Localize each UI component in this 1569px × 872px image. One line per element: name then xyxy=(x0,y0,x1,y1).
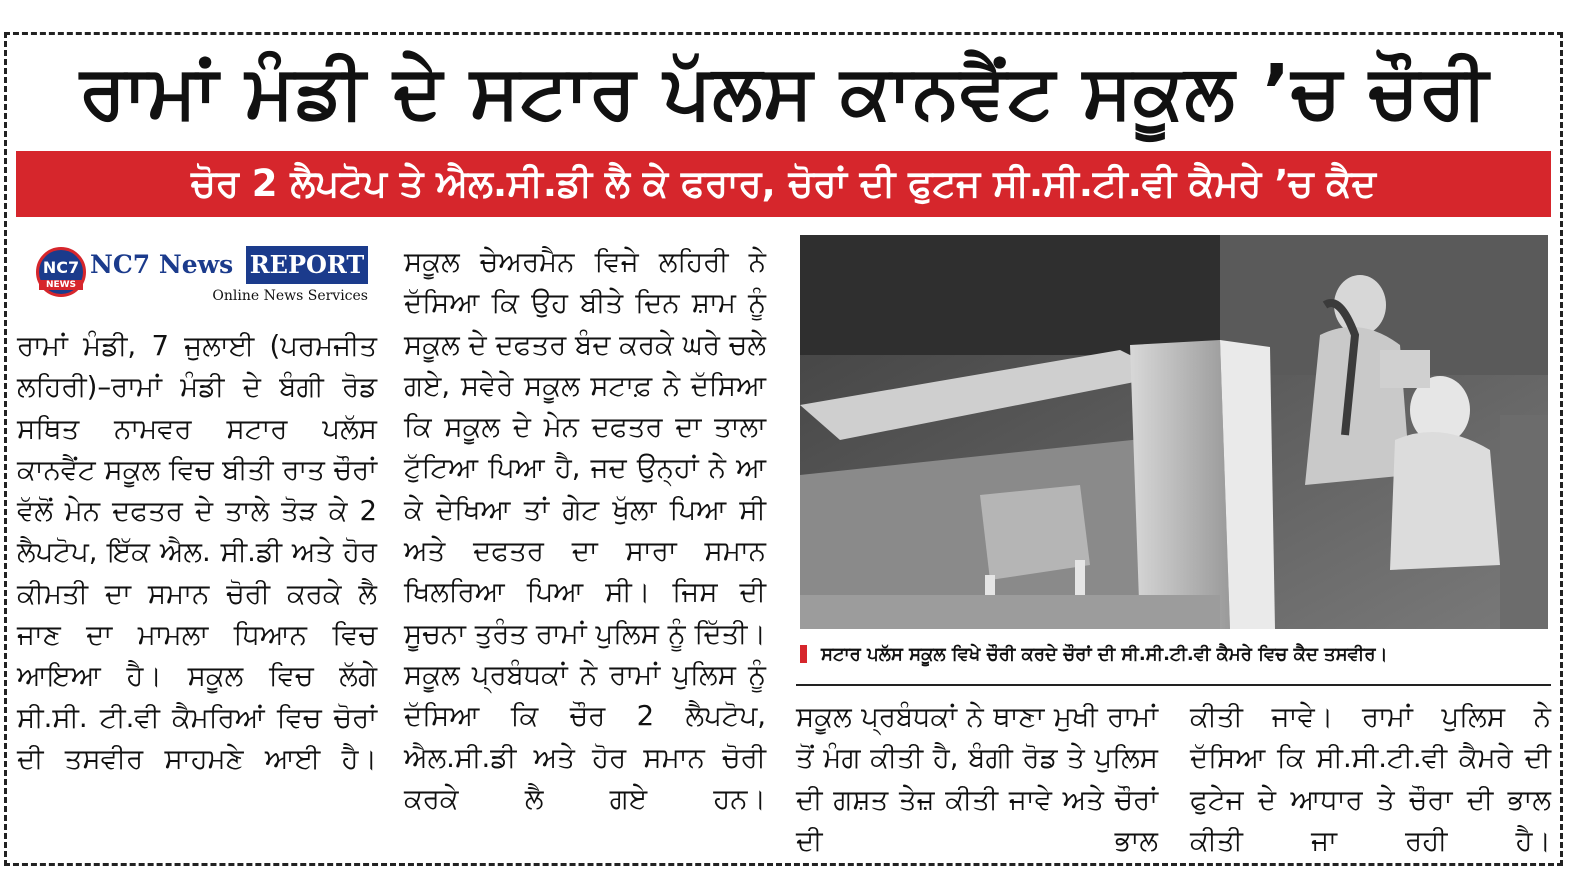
caption-marker xyxy=(800,645,807,663)
badge-top-text: NC7 xyxy=(42,258,80,277)
nc7-badge-icon xyxy=(36,247,86,297)
logo-report: REPORT xyxy=(246,246,368,284)
article-column-4: ਕੀਤੀ ਜਾਵੇ। ਰਾਮਾਂ ਪੁਲਿਸ ਨੇ ਦੱਸਿਆ ਕਿ ਸੀ.ਸੀ.ਟੀ.ਵੀ ਕੈਮਰੇ ਦੀ ਫੁਟੇਜ ਦੇ ਆਧਾਰ ਤੇ ਚੌਰਾ ਦੀ ਭਾਲ ਕੀਤੀ ਜਾ ਰਹੀ ਹੈ। xyxy=(1190,701,1551,857)
article-column-2: ਸਕੂਲ ਚੇਅਰਮੈਨ ਵਿਜੇ ਲਹਿਰੀ ਨੇ ਦੱਸਿਆ ਕਿ ਉਹ ਬੀਤੇ ਦਿਨ ਸ਼ਾਮ ਨੂੰ ਸਕੂਲ ਦੇ ਦਫਤਰ ਬੰਦ ਕਰਕੇ ਘਰੇ ਚਲੇ ਗਏ, ਸਵੇਰੇ ਸਕੂਲ ਸਟਾਫ਼ ਨੇ ਦੱਸਿਆ ਕਿ ਸਕੂਲ ਦੇ ਮੇਨ ਦਫਤਰ ਦਾ ਤਾਲਾ ਟੁੱਟਿਆ ਪਿਆ ਹੈ, ਜਦ ਉਨ੍ਹਾਂ ਨੇ ਆ ਕੇ ਦੇਖਿਆ ਤਾਂ ਗੇਟ ਖੁੱਲਾ ਪਿਆ ਸੀ ਅਤੇ ਦਫਤਰ ਦਾ ਸਾਰਾ ਸਮਾਨ ਖਿਲਰਿਆ ਪਿਆ ਸੀ। ਜਿਸ ਦੀ ਸੂਚਨਾ ਤੁਰੰਤ ਰਾਮਾਂ ਪੁਲਿਸ ਨੂੰ ਦਿੱਤੀ। ਸਕੂਲ ਪ੍ਰਬੰਧਕਾਂ ਨੇ ਰਾਮਾਂ ਪੁਲਿਸ ਨੂੰ ਦੱਸਿਆ ਕਿ ਚੌਰ 2 ਲੈਪਟੋਪ, ਐਲ.ਸੀ.ਡੀ ਅਤੇ ਹੋਰ ਸਮਾਨ ਚੋਰੀ ਕਰਕੇ ਲੈ ਗਏ ਹਨ। xyxy=(404,246,766,815)
badge-bottom-text: NEWS xyxy=(39,280,83,290)
cctv-photo xyxy=(800,235,1548,629)
article-column-1: ਰਾਮਾਂ ਮੰਡੀ, 7 ਜੁਲਾਈ (ਪਰਮਜੀਤ ਲਹਿਰੀ)–ਰਾਮਾਂ ਮੰਡੀ ਦੇ ਬੰਗੀ ਰੋਡ ਸਥਿਤ ਨਾਮਵਰ ਸਟਾਰ ਪਲੱਸ ਕਾਨਵੈਂਟ ਸਕੂਲ ਵਿਚ ਬੀਤੀ ਰਾਤ ਚੌਰਾਂ ਵੱਲੋਂ ਮੇਨ ਦਫਤਰ ਦੇ ਤਾਲੇ ਤੋੜ ਕੇ 2 ਲੈਪਟੋਪ, ਇੱਕ ਐਲ. ਸੀ.ਡੀ ਅਤੇ ਹੋਰ ਕੀਮਤੀ ਦਾ ਸਮਾਨ ਚੋਰੀ ਕਰਕੇ ਲੈ ਜਾਣ ਦਾ ਮਾਮਲਾ ਧਿਆਨ ਵਿਚ ਆਇਆ ਹੈ। ਸਕੂਲ ਵਿਚ ਲੱਗੇ ਸੀ.ਸੀ. ਟੀ.ਵੀ ਕੈਮਰਿਆਂ ਵਿਚ ਚੋਰਾਂ ਦੀ ਤਸਵੀਰ ਸਾਹਮਣੇ ਆਈ ਹੈ। xyxy=(17,330,377,775)
cctv-photo-image xyxy=(800,235,1548,629)
logo-tagline: Online News Services xyxy=(212,288,368,304)
nc7-news-logo xyxy=(28,244,372,308)
photo-caption-text: ਸਟਾਰ ਪਲੱਸ ਸਕੂਲ ਵਿਖੇ ਚੌਰੀ ਕਰਦੇ ਚੌਰਾਂ ਦੀ ਸੀ.ਸੀ.ਟੀ.ਵੀ ਕੈਮਰੇ ਵਿਚ ਕੈਦ ਤਸਵੀਰ। xyxy=(821,644,1388,665)
article-column-3: ਸਕੂਲ ਪ੍ਰਬੰਧਕਾਂ ਨੇ ਥਾਣਾ ਮੁਖੀ ਰਾਮਾਂ ਤੋਂ ਮੰਗ ਕੀਤੀ ਹੈ, ਬੰਗੀ ਰੋਡ ਤੇ ਪੁਲਿਸ ਦੀ ਗਸ਼ਤ ਤੇਜ਼ ਕੀਤੀ ਜਾਵੇ ਅਤੇ ਚੌਰਾਂ ਦੀ ਭਾਲ xyxy=(796,701,1158,857)
headline: ਰਾਮਾਂ ਮੰਡੀ ਦੇ ਸਟਾਰ ਪੱਲਸ ਕਾਨਵੈਂਟ ਸਕੂਲ ’ਚ ਚੌਰੀ xyxy=(79,49,1490,135)
logo-name: NC7 News xyxy=(90,250,234,279)
section-rule xyxy=(796,684,1551,686)
photo-caption xyxy=(800,640,1548,670)
subheadline-banner: ਚੋਰ 2 ਲੈਪਟੋਪ ਤੇ ਐਲ.ਸੀ.ਡੀ ਲੈ ਕੇ ਫਰਾਰ, ਚੋਰਾਂ ਦੀ ਫੁਟਜ ਸੀ.ਸੀ.ਟੀ.ਵੀ ਕੈਮਰੇ ’ਚ ਕੈਦ xyxy=(16,151,1551,217)
